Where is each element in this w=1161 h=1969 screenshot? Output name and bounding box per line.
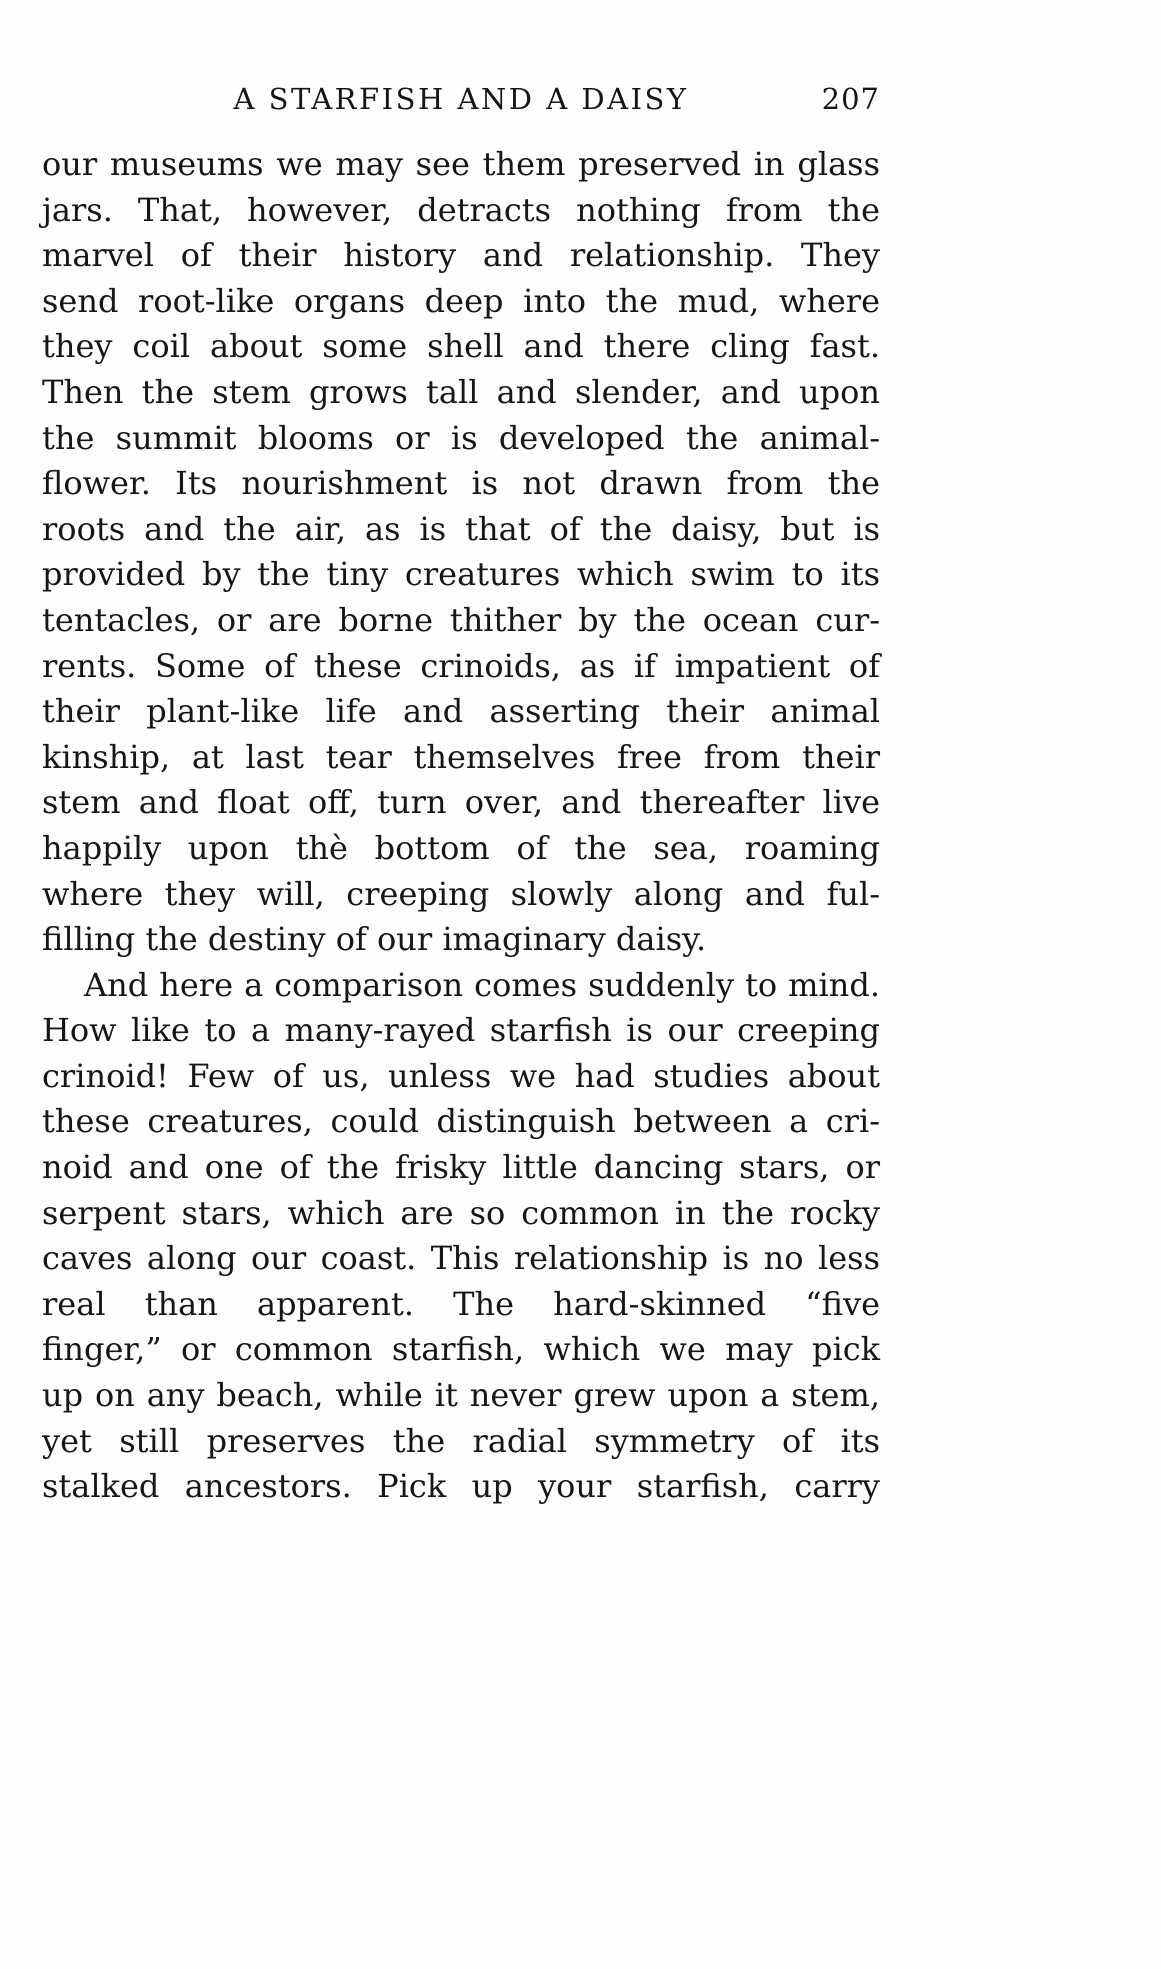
text-line: the summit blooms or is developed the animal- — [42, 418, 880, 457]
text-line: kinship, at last tear themselves free from their — [42, 737, 880, 776]
text-line: tentacles, or are borne thither by the ocean cur- — [42, 600, 880, 639]
text-line: How like to a many-rayed starfish is our creeping — [42, 1011, 880, 1050]
text-line: happily upon thè bottom of the sea, roaming — [42, 828, 880, 867]
text-line: crinoid! Few of us, unless we had studies about — [42, 1056, 880, 1095]
text-line: yet still preserves the radial symmetry of its — [42, 1421, 880, 1460]
running-title: A STARFISH AND A DAISY — [233, 82, 689, 116]
text-line: stem and float off, turn over, and thereafter live — [42, 783, 880, 822]
text-line: noid and one of the frisky little dancing stars, or — [42, 1148, 880, 1187]
page-header — [42, 82, 880, 124]
text-line: jars. That, however, detracts nothing from the — [42, 190, 880, 229]
text-line: up on any beach, while it never grew upon a stem, — [42, 1376, 880, 1415]
text-line: marvel of their history and relationship. They — [42, 236, 880, 275]
page-number: 207 — [821, 82, 880, 116]
text-line: real than apparent. The hard-skinned “five — [42, 1284, 880, 1323]
text-line: stalked ancestors. Pick up your starfish, carry — [42, 1467, 880, 1506]
text-line: Then the stem grows tall and slender, and upon — [42, 372, 880, 411]
text-line: filling the destiny of our imaginary daisy. — [42, 920, 707, 959]
text-line: caves along our coast. This relationship is no less — [42, 1239, 880, 1278]
text-line: they coil about some shell and there cling fast. — [42, 327, 880, 366]
text-line: serpent stars, which are so common in the rocky — [42, 1193, 880, 1232]
text-line: provided by the tiny creatures which swim to its — [42, 555, 880, 594]
text-line: finger,” or common starfish, which we may pick — [42, 1330, 880, 1369]
text-line: send root-like organs deep into the mud, where — [42, 281, 880, 320]
text-line: roots and the air, as is that of the daisy, but is — [42, 509, 880, 548]
text-line: rents. Some of these crinoids, as if impatient of — [42, 646, 880, 685]
text-line: these creatures, could distinguish between a cri- — [42, 1102, 880, 1141]
text-line: flower. Its nourishment is not drawn from the — [42, 464, 880, 503]
text-line: our museums we may see them preserved in glass — [42, 145, 880, 183]
text-line: And here a comparison comes suddenly to mind. — [84, 965, 880, 1004]
body-text — [42, 142, 880, 1510]
text-line: their plant-like life and asserting their animal — [42, 692, 880, 731]
text-line: where they will, creeping slowly along and ful- — [42, 874, 880, 913]
